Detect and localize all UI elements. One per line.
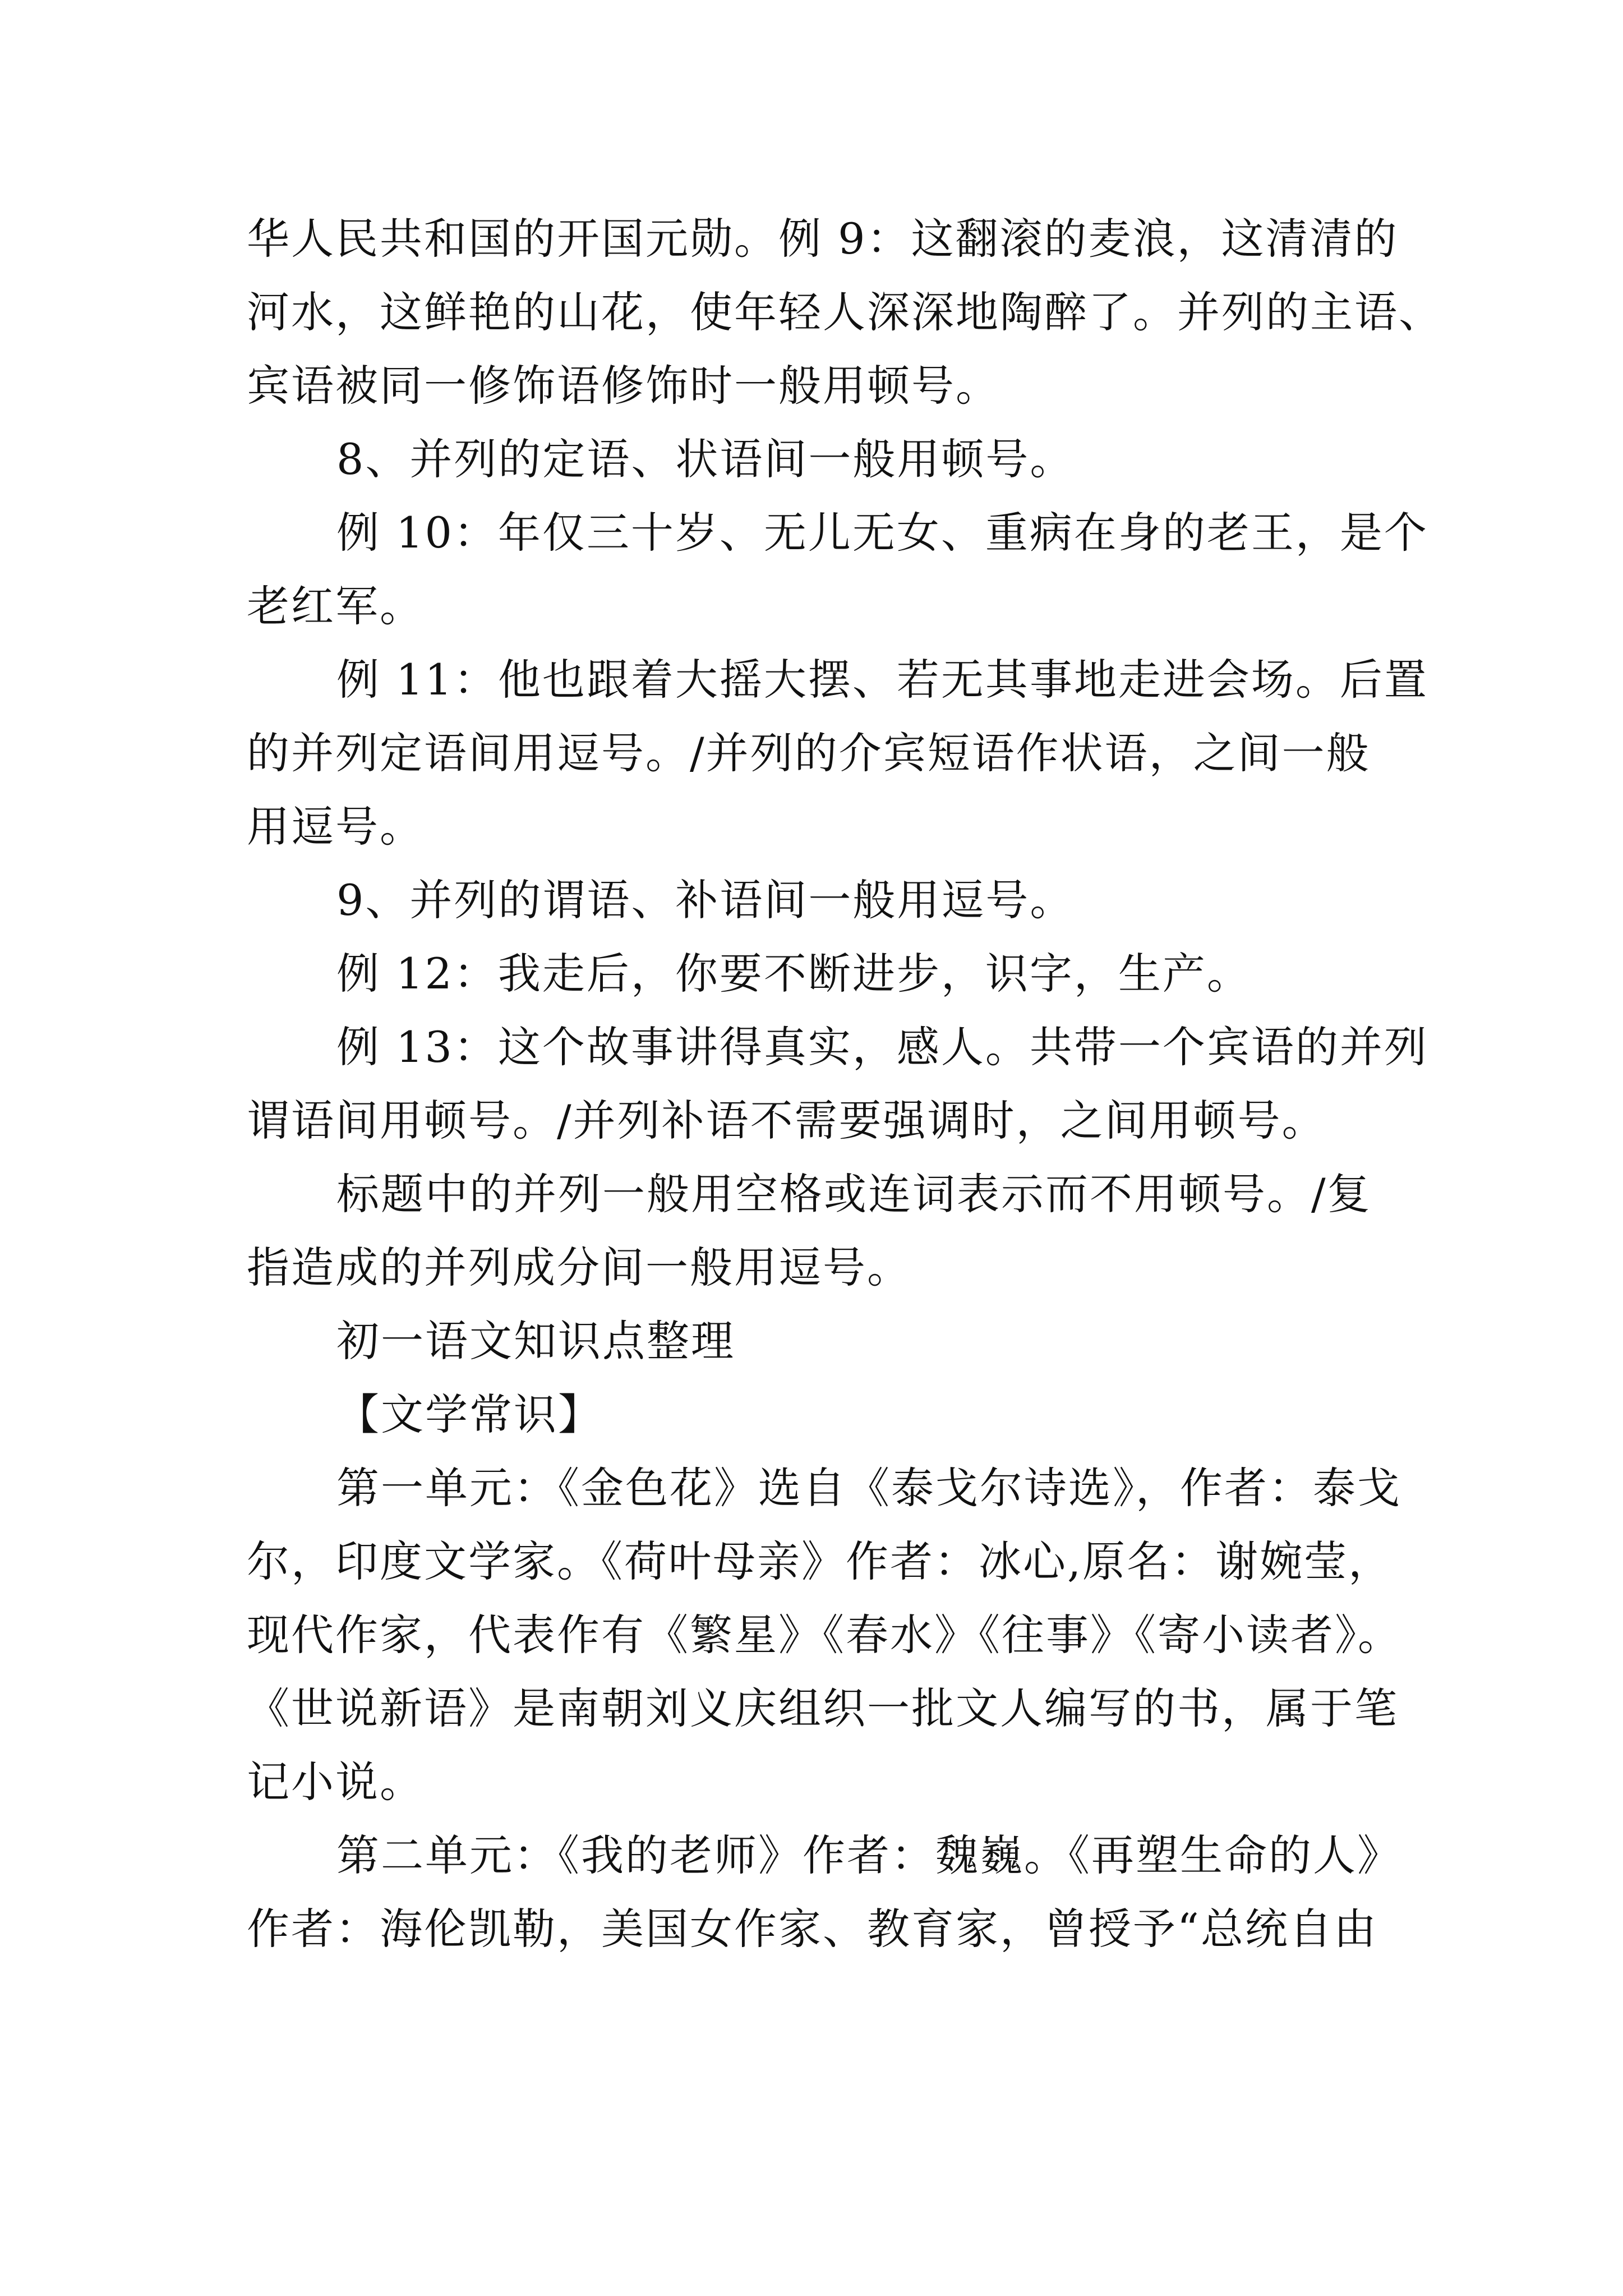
text-line: 记小说。	[247, 1757, 424, 1807]
text-line: 例 12：我走后，你要不断进步，识字，生产。	[336, 949, 1251, 999]
text-line: 9、并列的谓语、补语间一般用逗号。	[336, 875, 1075, 925]
text-line: 现代作家，代表作有《繁星》《春水》《往事》《寄小读者》。	[247, 1610, 1402, 1660]
text-line: 的并列定语间用逗号。/并列的介宾短语作状语，之间一般	[247, 728, 1371, 778]
text-line: 老红军。	[247, 581, 424, 631]
text-line: 作者：海伦凯勒，美国女作家、教育家，曾授予“总统自由	[247, 1904, 1378, 1954]
text-line: 【文学常识】	[336, 1389, 602, 1439]
text-line: 指造成的并列成分间一般用逗号。	[247, 1243, 911, 1292]
text-line: 例 10：年仅三十岁、无儿无女、重病在身的老王，是个	[336, 508, 1428, 558]
text-line: 标题中的并列一般用空格或连词表示而不用顿号。/复	[336, 1169, 1372, 1219]
text-line: 8、并列的定语、状语间一般用顿号。	[336, 434, 1075, 484]
text-line: 用逗号。	[247, 802, 424, 852]
text-line: 初一语文知识点整理	[336, 1316, 735, 1366]
document-page	[247, 202, 1443, 1966]
text-line: 例 11：他也跟着大摇大摆、若无其事地走进会场。后置	[336, 655, 1428, 705]
text-line: 第一单元：《金色花》选自《泰戈尔诗选》，作者：泰戈	[336, 1463, 1401, 1513]
text-line: 华人民共和国的开国元勋。例 9：这翻滚的麦浪，这清清的	[247, 214, 1399, 264]
text-line: 谓语间用顿号。/并列补语不需要强调时，之间用顿号。	[247, 1096, 1326, 1145]
text-line: 《世说新语》是南朝刘义庆组织一批文人编写的书，属于笔	[247, 1683, 1399, 1733]
text-line: 例 13：这个故事讲得真实，感人。共带一个宾语的并列	[336, 1022, 1428, 1072]
text-line: 第二单元：《我的老师》作者：魏巍。《再塑生命的人》	[336, 1830, 1401, 1880]
text-line: 尔，印度文学家。《荷叶母亲》作者：冰心,原名：谢婉莹，	[247, 1536, 1393, 1586]
text-line: 宾语被同一修饰语修饰时一般用顿号。	[247, 361, 1000, 411]
text-line: 河水，这鲜艳的山花，使年轻人深深地陶醉了。并列的主语、	[247, 287, 1443, 337]
